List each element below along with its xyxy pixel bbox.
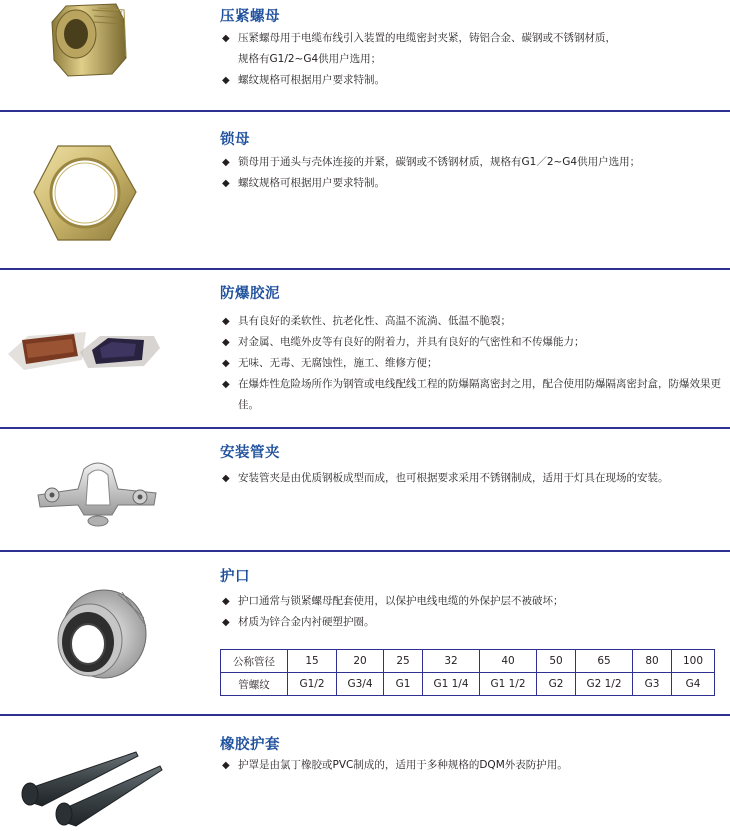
table-cell: G1/2 <box>288 673 337 696</box>
table-cell: G3/4 <box>337 673 384 696</box>
table-cell: 32 <box>423 650 480 673</box>
section-divider <box>0 714 730 716</box>
table-cell: 80 <box>633 650 672 673</box>
compression-nut-image <box>28 0 148 95</box>
bullet-item: ◆ 对金属、电缆外皮等有良好的附着力，并具有良好的气密性和不传爆能力； <box>222 332 722 353</box>
pipe-clamp-image <box>32 455 162 533</box>
bullet-item: ◆ 护罩是由氯丁橡胶或PVC制成的，适用于多种规格的DQM外表防护用。 <box>222 755 722 776</box>
bullet-item: ◆ 无味、无毒、无腐蚀性，施工、维修方便； <box>222 353 722 374</box>
bullet-list-lock-nut <box>222 152 722 194</box>
table-cell: 25 <box>384 650 423 673</box>
table-cell: 100 <box>672 650 715 673</box>
product-title-cable-bushing: 护口 <box>220 569 250 585</box>
table-cell: G1 1/2 <box>480 673 537 696</box>
bullet-item: ◆ 螺纹规格可根据用户要求特制。 <box>222 173 722 194</box>
section-divider <box>0 427 730 429</box>
section-divider <box>0 110 730 112</box>
table-cell: G1 <box>384 673 423 696</box>
bullet-list-sealing-compound <box>222 311 722 416</box>
product-title-sealing-compound: 防爆胶泥 <box>220 286 280 302</box>
table-cell: 50 <box>537 650 576 673</box>
bullet-item: ◆ 安装管夹是由优质钢板成型而成，也可根据要求采用不锈钢制成，适用于灯具在现场的安装。 <box>222 468 722 489</box>
bullet-item: ◆ 材质为锌合金内衬硬塑护圈。 <box>222 612 722 633</box>
bullet-list-compression-nut <box>222 28 722 91</box>
spec-table <box>220 649 715 696</box>
table-header-cell: 管螺纹 <box>221 673 288 696</box>
bullet-list-rubber-boot <box>222 755 722 776</box>
table-cell: G1 1/4 <box>423 673 480 696</box>
cable-bushing-image <box>48 588 148 684</box>
bullet-item: ◆ 护口通常与锁紧螺母配套使用，以保护电线电缆的外保护层不被破坏； <box>222 591 722 612</box>
section-divider <box>0 550 730 552</box>
product-title-lock-nut: 锁母 <box>220 132 250 148</box>
bullet-item: ◆ 具有良好的柔软性、抗老化性、高温不流淌、低温不脆裂； <box>222 311 722 332</box>
product-title-pipe-clamp: 安装管夹 <box>220 445 280 461</box>
table-cell: 40 <box>480 650 537 673</box>
bullet-item: ◆ 在爆炸性危险场所作为钢管或电线配线工程的防爆隔离密封之用，配合使用防爆隔离密封盒，防爆效果更佳。 <box>222 374 722 416</box>
section-divider <box>0 268 730 270</box>
table-cell: G4 <box>672 673 715 696</box>
lock-nut-image <box>30 142 140 247</box>
bullet-item: ◆ 锁母用于通头与壳体连接的并紧，碳钢或不锈钢材质，规格有G1／2~G4供用户选用； <box>222 152 722 173</box>
table-cell: 65 <box>576 650 633 673</box>
product-title-rubber-boot: 橡胶护套 <box>220 737 280 753</box>
table-cell: G2 1/2 <box>576 673 633 696</box>
table-cell: G3 <box>633 673 672 696</box>
table-cell: G2 <box>537 673 576 696</box>
table-row <box>221 673 715 696</box>
table-cell: 15 <box>288 650 337 673</box>
table-cell: 20 <box>337 650 384 673</box>
sealing-compound-image <box>4 318 164 378</box>
bullet-list-cable-bushing <box>222 591 722 633</box>
product-title-compression-nut: 压紧螺母 <box>220 9 280 25</box>
rubber-boot-image <box>18 748 168 828</box>
table-header-cell: 公称管径 <box>221 650 288 673</box>
bullet-list-pipe-clamp <box>222 468 722 489</box>
bullet-item: ◆ 螺纹规格可根据用户要求特制。 <box>222 70 722 91</box>
table-row <box>221 650 715 673</box>
bullet-item: ◆ 压紧螺母用于电缆布线引入装置的电缆密封夹紧，铸铝合金、碳钢或不锈钢材质， 规格有G1/2~G4供用户选用； <box>222 28 722 70</box>
